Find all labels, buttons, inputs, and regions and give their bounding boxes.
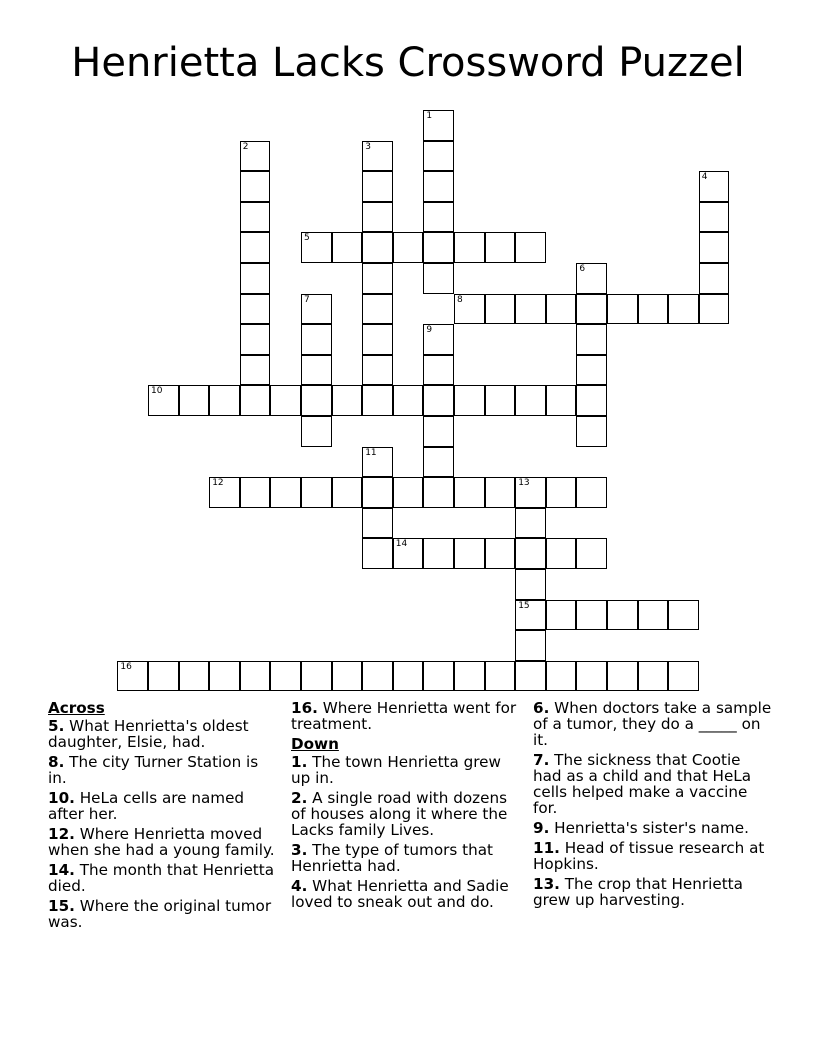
clue-number: 7. <box>533 751 550 769</box>
clue <box>291 754 523 786</box>
grid-cell[interactable] <box>638 661 669 692</box>
grid-cell[interactable] <box>362 477 393 508</box>
grid-cell[interactable] <box>423 202 454 233</box>
grid-cell[interactable] <box>423 232 454 263</box>
grid-cell[interactable] <box>240 294 271 325</box>
grid-cell[interactable] <box>699 232 730 263</box>
grid-cell[interactable] <box>668 600 699 631</box>
grid-cell[interactable] <box>393 385 424 416</box>
grid-cell[interactable] <box>301 324 332 355</box>
grid-cell[interactable] <box>485 385 516 416</box>
clue-text: HeLa cells are named after her. <box>48 789 245 823</box>
grid-cell[interactable] <box>485 538 516 569</box>
clue <box>48 826 280 858</box>
grid-cell[interactable] <box>209 661 240 692</box>
grid-cell[interactable] <box>362 355 393 386</box>
grid-cell[interactable] <box>240 385 271 416</box>
grid-cell[interactable] <box>362 294 393 325</box>
clue <box>533 840 773 872</box>
grid-cell[interactable] <box>576 661 607 692</box>
clue-text: The month that Henrietta died. <box>48 861 275 895</box>
clue-number: 2. <box>291 789 308 807</box>
grid-cell[interactable] <box>179 385 210 416</box>
grid-cell[interactable] <box>515 569 546 600</box>
grid-cell[interactable] <box>454 477 485 508</box>
grid-cell[interactable] <box>393 538 424 569</box>
grid-cell[interactable] <box>240 141 271 172</box>
grid-cell[interactable] <box>270 477 301 508</box>
grid-cell[interactable] <box>699 202 730 233</box>
grid-cell[interactable] <box>270 385 301 416</box>
clue-text: The city Turner Station is in. <box>48 753 259 787</box>
clue-text: The town Henrietta grew up in. <box>291 753 501 787</box>
grid-cell[interactable] <box>607 294 638 325</box>
clue-text: A single road with dozens of houses along it where the Lacks family Lives. <box>291 789 508 839</box>
grid-cell[interactable] <box>515 508 546 539</box>
grid-cell[interactable] <box>362 508 393 539</box>
clue <box>48 898 280 930</box>
clue-number: 16 <box>120 661 132 672</box>
grid-cell[interactable] <box>301 355 332 386</box>
grid-cell[interactable] <box>240 263 271 294</box>
grid-cell[interactable] <box>515 630 546 661</box>
clue <box>533 876 773 908</box>
grid-cell[interactable] <box>209 477 240 508</box>
clue-number: 8 <box>457 294 463 305</box>
grid-cell[interactable] <box>638 294 669 325</box>
grid-cell[interactable] <box>393 232 424 263</box>
grid-cell[interactable] <box>362 538 393 569</box>
clue-text: Where Henrietta moved when she had a young family. <box>48 825 275 859</box>
grid-cell[interactable] <box>362 447 393 478</box>
grid-cell[interactable] <box>423 661 454 692</box>
grid-cell[interactable] <box>301 294 332 325</box>
grid-cell[interactable] <box>240 355 271 386</box>
grid-cell[interactable] <box>362 232 393 263</box>
grid-cell[interactable] <box>546 600 577 631</box>
grid-cell[interactable] <box>362 141 393 172</box>
clue-number: 6 <box>579 264 586 274</box>
clue-number: 7 <box>304 294 310 305</box>
grid-cell[interactable] <box>362 661 393 692</box>
clues-column-2 <box>291 700 523 914</box>
clue-number: 10. <box>48 789 75 807</box>
down-heading: Down <box>291 735 339 753</box>
grid-cell[interactable] <box>240 171 271 202</box>
grid-cell[interactable] <box>423 385 454 416</box>
clue-text: The type of tumors that Henrietta had. <box>291 841 493 875</box>
clue <box>291 878 523 910</box>
grid-cell[interactable] <box>423 141 454 172</box>
clue-number: 16. <box>291 699 318 717</box>
grid-cell[interactable] <box>699 171 730 202</box>
grid-cell[interactable] <box>301 385 332 416</box>
clue-number: 3. <box>291 841 308 859</box>
clue-text: What Henrietta's oldest daughter, Elsie, had. <box>48 717 249 751</box>
grid-cell[interactable] <box>515 477 546 508</box>
grid-cell[interactable] <box>668 294 699 325</box>
grid-cell[interactable] <box>393 661 424 692</box>
clue-text: Henrietta's sister's name. <box>549 819 749 837</box>
grid-cell[interactable] <box>699 263 730 294</box>
grid-cell[interactable] <box>485 477 516 508</box>
grid-cell[interactable] <box>423 416 454 447</box>
grid-cell[interactable] <box>240 324 271 355</box>
grid-cell[interactable] <box>454 294 485 325</box>
clue <box>48 790 280 822</box>
clue <box>291 700 523 732</box>
clue-number: 11. <box>533 839 560 857</box>
clue <box>533 700 773 748</box>
grid-cell[interactable] <box>699 294 730 325</box>
clue <box>48 718 280 750</box>
grid-cell[interactable] <box>117 661 148 692</box>
grid-cell[interactable] <box>423 538 454 569</box>
down-clue-list-continued <box>533 700 773 908</box>
grid-cell[interactable] <box>576 600 607 631</box>
grid-cell[interactable] <box>515 385 546 416</box>
grid-cell[interactable] <box>423 355 454 386</box>
grid-cell[interactable] <box>576 385 607 416</box>
across-clue-list <box>48 718 280 930</box>
clue-text: What Henrietta and Sadie loved to sneak out and do. <box>291 877 509 911</box>
grid-cell[interactable] <box>423 324 454 355</box>
clue-number: 6. <box>533 699 550 717</box>
clue-number: 9. <box>533 819 550 837</box>
grid-cell[interactable] <box>423 477 454 508</box>
grid-cell[interactable] <box>362 202 393 233</box>
across-clue-list-continued <box>291 700 523 732</box>
grid-cell[interactable] <box>515 600 546 631</box>
clue-number: 15 <box>518 600 530 611</box>
grid-cell[interactable] <box>301 661 332 692</box>
clue-number: 4 <box>701 172 708 183</box>
clue-text: The crop that Henrietta grew up harvesting. <box>533 875 743 909</box>
grid-cell[interactable] <box>576 263 607 294</box>
grid-cell[interactable] <box>240 202 271 233</box>
grid-cell[interactable] <box>301 477 332 508</box>
clue-number: 5. <box>48 717 65 735</box>
grid-cell[interactable] <box>576 538 607 569</box>
grid-cell[interactable] <box>362 385 393 416</box>
clue-text: Where Henrietta went for treatment. <box>291 699 517 733</box>
grid-cell[interactable] <box>240 661 271 692</box>
grid-cell[interactable] <box>332 385 363 416</box>
clue <box>291 842 523 874</box>
clue-text: The sickness that Cootie had as a child and that HeLa cells helped make a vaccine for. <box>533 751 752 817</box>
clue-number: 2 <box>242 141 249 152</box>
grid-cell[interactable] <box>515 538 546 569</box>
clue-text: Head of tissue research at Hopkins. <box>533 839 765 873</box>
grid-cell[interactable] <box>148 385 179 416</box>
clue-number: 14 <box>395 539 408 550</box>
grid-cell[interactable] <box>485 294 516 325</box>
clue-number: 13 <box>518 478 530 489</box>
down-clue-list <box>291 754 523 910</box>
grid-cell[interactable] <box>423 171 454 202</box>
grid-cell[interactable] <box>576 324 607 355</box>
grid-cell[interactable] <box>423 447 454 478</box>
grid-cell[interactable] <box>546 538 577 569</box>
across-heading: Across <box>48 699 105 717</box>
grid-cell[interactable] <box>332 232 363 263</box>
grid-cell[interactable] <box>515 232 546 263</box>
grid-cell[interactable] <box>546 385 577 416</box>
grid-cell[interactable] <box>332 661 363 692</box>
clue-number: 9 <box>426 325 433 336</box>
clue-number: 11 <box>365 447 377 458</box>
grid-cell[interactable] <box>454 385 485 416</box>
grid-cell[interactable] <box>332 477 363 508</box>
grid-cell[interactable] <box>148 661 179 692</box>
clue-number: 13. <box>533 875 560 893</box>
grid-cell[interactable] <box>240 477 271 508</box>
clue-number: 14. <box>48 861 75 879</box>
clue <box>48 862 280 894</box>
grid-cell[interactable] <box>454 661 485 692</box>
clue-number: 4. <box>291 877 308 895</box>
clues-column-3 <box>533 700 773 912</box>
grid-cell[interactable] <box>270 661 301 692</box>
grid-cell[interactable] <box>423 110 454 141</box>
grid-cell[interactable] <box>576 355 607 386</box>
grid-cell[interactable] <box>301 416 332 447</box>
grid-cell[interactable] <box>454 232 485 263</box>
clue-number: 3 <box>365 141 371 152</box>
grid-cell[interactable] <box>485 232 516 263</box>
grid-cell[interactable] <box>668 661 699 692</box>
clue <box>533 820 773 836</box>
grid-cell[interactable] <box>576 416 607 447</box>
grid-cell[interactable] <box>362 171 393 202</box>
grid-cell[interactable] <box>638 600 669 631</box>
grid-cell[interactable] <box>515 661 546 692</box>
clue <box>48 754 280 786</box>
clue-number: 12. <box>48 825 75 843</box>
clue-number: 12 <box>212 478 224 489</box>
grid-cell[interactable] <box>179 661 210 692</box>
grid-cell[interactable] <box>515 294 546 325</box>
grid-cell[interactable] <box>454 538 485 569</box>
clue-number: 15. <box>48 897 75 915</box>
grid-cell[interactable] <box>209 385 240 416</box>
grid-cell[interactable] <box>546 294 577 325</box>
grid-cell[interactable] <box>362 324 393 355</box>
clue-text: Where the original tumor was. <box>48 897 272 931</box>
grid-cell[interactable] <box>607 661 638 692</box>
clue-number: 1 <box>426 111 433 121</box>
grid-cell[interactable] <box>607 600 638 631</box>
grid-cell[interactable] <box>576 477 607 508</box>
clue <box>291 790 523 838</box>
clue-number: 1. <box>291 753 308 771</box>
clues-column-1 <box>48 700 280 934</box>
clue-number: 8. <box>48 753 65 771</box>
grid-cell[interactable] <box>423 263 454 294</box>
clue <box>533 752 773 816</box>
grid-cell[interactable] <box>240 232 271 263</box>
clue-text: When doctors take a sample of a tumor, they do a _____ on it. <box>533 699 772 749</box>
clue-number: 5 <box>304 233 310 244</box>
clue-number: 10 <box>151 386 163 397</box>
grid-cell[interactable] <box>393 477 424 508</box>
grid-cell[interactable] <box>301 232 332 263</box>
grid-cell[interactable] <box>576 294 607 325</box>
grid-cell[interactable] <box>546 477 577 508</box>
grid-cell[interactable] <box>485 661 516 692</box>
grid-cell[interactable] <box>362 263 393 294</box>
puzzle-title: Henrietta Lacks Crossword Puzzel <box>71 40 745 86</box>
grid-cell[interactable] <box>546 661 577 692</box>
